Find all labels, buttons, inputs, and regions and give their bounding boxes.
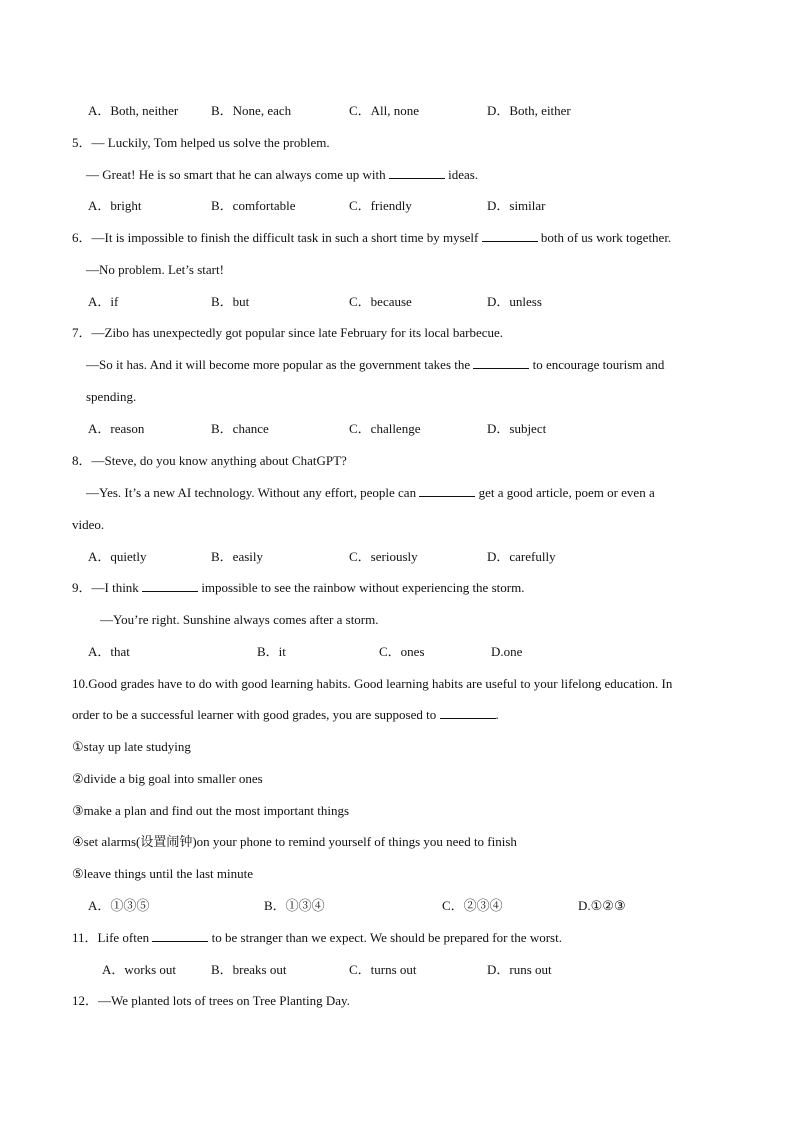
q4-option-d: D．Both, either xyxy=(487,103,571,118)
q10-question-text: order to be a successful learner with good grades, you are supposed to xyxy=(72,707,437,722)
q11-option-b: B．breaks out xyxy=(211,962,287,977)
q10-item-2: ②divide a big goal into smaller ones xyxy=(72,771,263,786)
q6-option-a: A．if xyxy=(88,294,119,309)
q10-item-1: ①stay up late studying xyxy=(72,739,191,754)
q10-blank xyxy=(440,707,496,719)
q7-option-a: A．reason xyxy=(88,421,145,436)
q5-option-a: A．bright xyxy=(88,198,142,213)
q6-question-line xyxy=(72,230,671,246)
q5-option-c: C．friendly xyxy=(349,198,412,213)
q7-answer-text-end: to encourage tourism and xyxy=(532,357,665,372)
q10-question: 10.Good grades have to do with good learning habits. Good learning habits are useful to your lifelong education. In xyxy=(72,676,673,691)
q10-option-d: D.①②③ xyxy=(578,898,626,913)
q10-question-line2 xyxy=(72,707,499,723)
q7-option-b: B．chance xyxy=(211,421,269,436)
q7-answer-text: —So it has. And it will become more popular as the government takes the xyxy=(86,357,471,372)
q5-option-d: D．similar xyxy=(487,198,546,213)
q9-blank xyxy=(142,580,198,592)
q7-answer-continued: spending. xyxy=(86,389,137,404)
q7-option-c: C．challenge xyxy=(349,421,421,436)
q5-question: 5．— Luckily, Tom helped us solve the problem. xyxy=(72,135,330,150)
q9-option-c: C．ones xyxy=(379,644,425,659)
q9-option-d: D.one xyxy=(491,644,523,659)
q4-option-b: B．None, each xyxy=(211,103,292,118)
q5-option-b: B．comfortable xyxy=(211,198,296,213)
q9-option-b: B．it xyxy=(257,644,286,659)
q6-option-c: C．because xyxy=(349,294,412,309)
q11-option-a: A．works out xyxy=(102,962,177,977)
q5-answer-line xyxy=(86,167,478,183)
q8-answer-continued: video. xyxy=(72,517,105,532)
q6-question-text-end: both of us work together. xyxy=(540,230,672,245)
q8-answer-text-end: get a good article, poem or even a xyxy=(478,485,655,500)
q5-answer-text: — Great! He is so smart that he can always come up with xyxy=(86,167,386,182)
q7-option-d: D．subject xyxy=(487,421,547,436)
q4-option-c: C．All, none xyxy=(349,103,420,118)
q11-question-text-end: to be stranger than we expect. We should be prepared for the worst. xyxy=(211,930,562,945)
q12-question: 12．—We planted lots of trees on Tree Planting Day. xyxy=(72,993,350,1008)
q10-question-text-end: . xyxy=(495,707,499,722)
q5-blank xyxy=(389,167,445,179)
q6-option-d: D．unless xyxy=(487,294,542,309)
q8-answer-line xyxy=(86,485,655,501)
q8-blank xyxy=(419,485,475,497)
q7-question: 7．—Zibo has unexpectedly got popular since late February for its local barbecue. xyxy=(72,325,504,340)
q8-option-b: B．easily xyxy=(211,549,263,564)
q9-question-line xyxy=(72,580,524,596)
q10-option-a: A．①③⑤ xyxy=(88,898,150,913)
q8-question: 8．—Steve, do you know anything about ChatGPT? xyxy=(72,453,347,468)
q8-option-c: C．seriously xyxy=(349,549,418,564)
q8-option-a: A．quietly xyxy=(88,549,147,564)
q10-item-4: ④set alarms(设置闹钟)on your phone to remind yourself of things you need to finish xyxy=(72,834,517,849)
q5-answer-text-end: ideas. xyxy=(448,167,479,182)
q6-option-b: B．but xyxy=(211,294,250,309)
q10-option-b: B．①③④ xyxy=(264,898,325,913)
q11-option-c: C．turns out xyxy=(349,962,417,977)
q11-option-d: D．runs out xyxy=(487,962,552,977)
q9-answer: —You’re right. Sunshine always comes after a storm. xyxy=(100,612,379,627)
q8-option-d: D．carefully xyxy=(487,549,556,564)
q9-option-a: A．that xyxy=(88,644,130,659)
q10-option-c: C．②③④ xyxy=(442,898,503,913)
q7-blank xyxy=(473,357,529,369)
q6-blank xyxy=(482,230,538,242)
q7-answer-line xyxy=(86,357,664,373)
q10-item-5: ⑤leave things until the last minute xyxy=(72,866,253,881)
q9-question-text-end: impossible to see the rainbow without experiencing the storm. xyxy=(201,580,525,595)
q10-item-3: ③make a plan and find out the most important things xyxy=(72,803,350,818)
q11-question-text: 11．Life often xyxy=(72,930,150,945)
q8-answer-text: —Yes. It’s a new AI technology. Without any effort, people can xyxy=(86,485,417,500)
q6-question-text: 6．—It is impossible to finish the difficult task in such a short time by myself xyxy=(72,230,479,245)
q6-answer: —No problem. Let’s start! xyxy=(86,262,224,277)
q9-question-text: 9．—I think xyxy=(72,580,139,595)
q4-option-a: A．Both, neither xyxy=(88,103,179,118)
q11-blank xyxy=(152,930,208,942)
q11-question-line xyxy=(72,930,562,946)
